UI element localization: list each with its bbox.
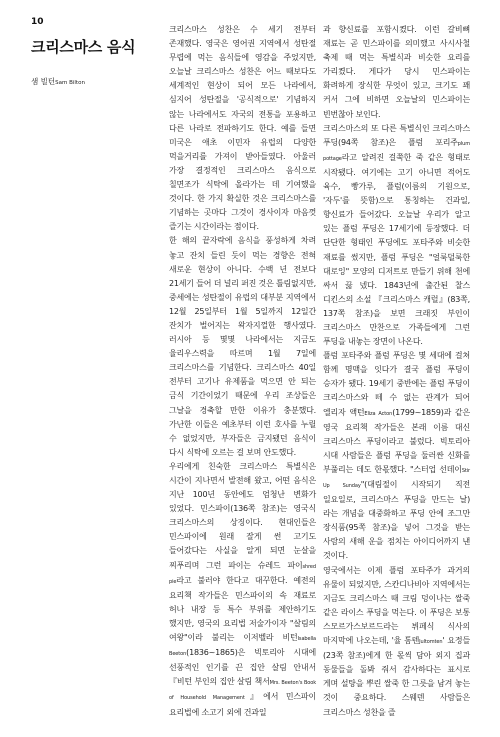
paragraph: 우리에게 친숙한 크리스마스 특별식은 시간이 지나면서 발전해 왔고, 어떤 음식은 지난 100년 동안에도 엄청난 변화가 있었다. 민스파이(136쪽 참조)는 영국식 크리스마스의 상징이다. 현대인들은 민스파이에 원래 잘게 썬 고기도 들어갔다는 사실을 알게 되면 눈살을 찌푸리며 그런 파이는 슈레드 파이shred pie라고 불러야 한다고 대꾸한다. 예전의 요리책 작가들은 민스파이의 속 재료로 허나 내장 등 특수 부위를 제안하기도 했지만, 영국의 요리법 저술가이자 "살림의 여왕"이라 불리는 이저벨라 비턴Isabella Beeton(1836~1865)은 빅토리아 시대에 선풍적인 인기를 끈 집안 살림 안내서 『비턴 부인의 집안 살림 책서Mrs. Beeton's Book of Household Management』에서 민스파이 요리법에 소고기 외에 건과일 — [169, 461, 316, 717]
text-column-left — [169, 23, 316, 720]
author-name: 샘 빌턴 — [31, 77, 56, 86]
foreign-term: plum pottage — [323, 140, 470, 162]
paragraph: 과 향신료를 포함시켰다. 이런 갈비뼈 재료는 곧 민스파이를 의미했고 사시사철 축제 때 먹는 특별식과 비슷한 요리를 가리켰다. 게다가 당시 민스파이는 화려하게 장식한 무엇이 있고, 크기도 꽤 커서 그에 비하면 오늘날의 민스파이는 빈번찮아 보인다. — [323, 25, 470, 119]
article-title: 크리스마스 음식 — [31, 38, 136, 56]
foreign-term: Stir Up Sunday — [323, 467, 470, 489]
text-column-right — [323, 23, 470, 720]
author-romanized-name: Sam Bilton — [55, 80, 85, 86]
author-byline — [31, 76, 85, 87]
foreign-term: Mrs. Beeton's Book of Household Management — [169, 680, 316, 702]
paragraph: 한 해의 끝자락에 음식을 풍성하게 차려 놓고 잔치 들린 듯이 먹는 경향은 전혀 새로운 현상이 아니다. 수백 년 전보다 21세기 들어 더 널리 퍼진 것은 틀림없지만, 중세에는 성탄절이 유럽의 대부분 지역에서 12월 25일부터 1월 5일까지 12일간 잔치가 벌어지는 왁자지껄한 행사였다. 러시아 등 몇몇 나라에서는 지금도 율리우스력을 따르며 1월 7일에 크리스마스를 기념한다. 크리스마스 40일 전부터 고기나 유제품을 먹으면 안 되는 금식 기간이었기 때문에 우리 조상들은 그날을 경축할 만한 이유가 충분했다. 가난한 이들은 예초부터 이런 호사를 누릴 수 없었지만, 부자들은 금지됐던 음식이 다시 식탁에 오르는 걸 보며 안도했다. — [169, 236, 316, 457]
paragraph: 크리스마스 성찬은 수 세기 전부터 존재했다. 영국은 영어권 지역에서 성탄절 무렵에 먹는 음식들에 영감을 주었지만, 오늘날 크리스마스 성찬은 어느 때보다도 세계적인 현상이 되어 모든 나라에서, 심지어 성탄절을 '공식적으로' 기념하지 않는 나라에서도 자국의 전통을 포용하고 다른 나라로 전파하기도 한다. 예를 들면 미국은 애초 이민자 유럽의 다양한 먹을거리를 가져이 받아들였다. 아울러 가장 결정적인 크리스마스 음식으로 칠면조가 식탁에 올라가는 데 기여했을 것이다. 한 가지 확실한 것은 크리스마스를 기념하는 곳마다 그것이 경사이자 마음껏 즐기는 시간이라는 점이다. — [169, 25, 316, 232]
paragraph: 영국에서는 이제 플럼 포타주가 과거의 유물이 되었지만, 스칸디나비아 지역에서는 지금도 크리스마스 때 크림 덩이나는 쌀죽 같은 라이스 푸딩을 먹는다. 이 푸딩은 보통 스모르가스보르드라는 뷔페식 식사의 마지막에 나오는데, '율 톰텐Jultomten' 요정들(23쪽 참조)에게 한 몫씩 담아 외지 집과 동물들을 돌봐 줘서 감사하다는 표시로 게며 설탕을 뿌린 쌀죽 한 그릇을 남겨 놓는 것이 중요하다. 스웨덴 사람들은 크리스마스 성찬을 즐 — [323, 565, 470, 717]
foreign-term: shred pie — [169, 563, 316, 585]
foreign-term: Jultomten — [419, 639, 443, 646]
foreign-term: Eliza Acton — [364, 410, 393, 417]
paragraph: 플럼 포타주와 플럼 푸딩은 몇 세대에 걸쳐 함께 명맥을 잇다가 결국 플럼 푸딩이 승자가 됐다. 19세기 중반에는 플럼 푸딩이 크리스마스와 떼 수 없는 관계가 되어 엘리자 액턴Eliza Acton(1799~1859)과 같은 영국 요리책 작가들은 본래 이름 대신 크리스마스 푸딩이라고 불렀다. 빅토리아 시대 사람들은 플럼 푸딩을 둘러싼 신화를 부풀리는 데도 한몫했다. "스터업 선데이Stir Up Sunday"(대림절이 시작되기 직전 일요일로, 크리스마스 푸딩을 만드는 날)라는 개념을 대중화하고 푸딩 안에 조그만 장식품(95쪽 참조)을 넣어 그것을 받는 사람의 새해 운을 점치는 아이디어까지 낸 것이다. — [323, 351, 470, 561]
page-number: 10 — [31, 17, 44, 27]
paragraph: 크리스마스의 또 다른 특별식인 크리스마스 푸딩(94쪽 참조)은 플럼 포리주plum pottage라고 알려진 걸쭉한 죽 같은 형태로 시작됐다. 여기에는 고기 아니면 적어도 육수, 빵가루, 플럼(이름의 기원으로, '자두'를 뜻함)으로 통칭하는 건과일, 향신료가 들어갔다. 오늘날 우리가 알고 있는 플럼 푸딩은 17세기에 등장했다. 더 단단한 형태인 푸딩에도 포타주와 비슷한 재료를 썼지만, 플럼 푸딩은 "얼룩덜룩한 대로잉" 모양의 디저트로 만들기 위해 천에 싸서 끓 넸다. 1843년에 출간된 찰스 디킨스의 소설 『크리스마스 캐럴』(83쪽, 137쪽 참조)을 보면 크래짓 부인이 크리스마스 만찬으로 가족들에게 그런 푸딩을 내놓는 장면이 나온다. — [323, 123, 470, 347]
foreign-term: Isabella Beeton — [169, 636, 316, 658]
